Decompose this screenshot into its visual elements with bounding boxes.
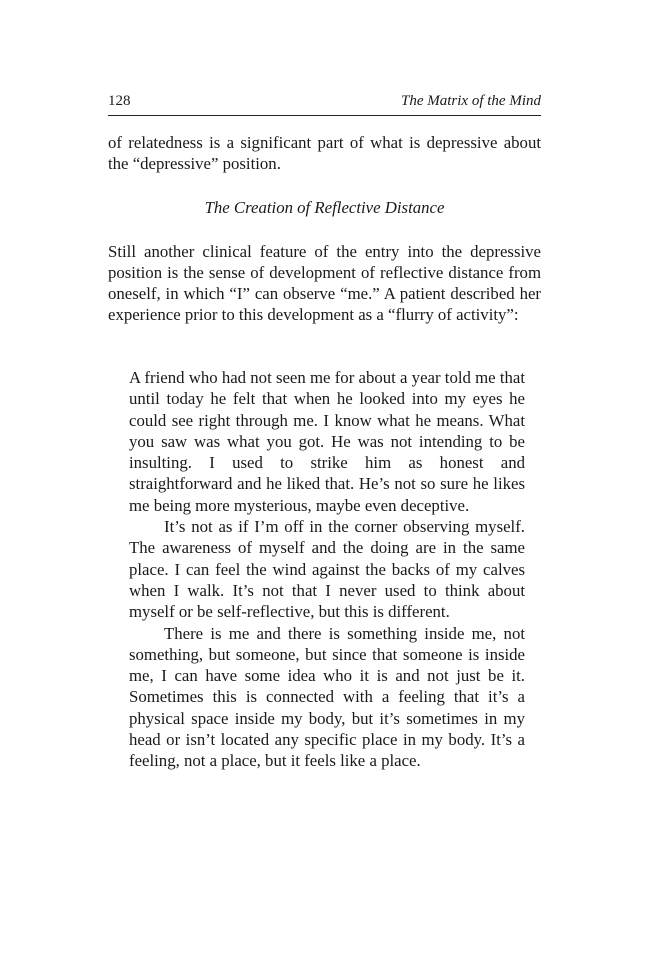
section-heading: The Creation of Reflective Distance — [204, 198, 445, 217]
running-head-title: The Matrix of the Mind — [401, 93, 541, 109]
extract-paragraph: It’s not as if I’m off in the corner observing myself. The awareness of myself and the doing are in the same place. I can feel the wind against the backs of my calves when I walk. It’s not that I never used to think about myself or be self-reflective, but this is different. — [129, 517, 525, 622]
page-number: 128 — [108, 93, 131, 109]
intro-paragraph: Still another clinical feature of the entry into the depressive position is the sense of development of reflective distance from oneself, in which “I” can observe “me.” A patient described her experience prior to this development as a “flurry of activity”: — [108, 242, 541, 324]
continued-paragraph: of relatedness is a significant part of what is depressive about the “depressive” position. — [108, 133, 541, 173]
extract-paragraph: There is me and there is something inside me, not something, but someone, but since that someone is inside me, I can have some idea who it is and not just be it. Sometimes this is connected with a feeling that it’s a physical space inside my body, but it’s sometimes in my head or isn’t located any specific place in my body. It’s a feeling, not a place, but it feels like a place. — [129, 623, 525, 771]
patient-quote-extract — [129, 367, 525, 772]
running-head — [108, 93, 541, 113]
header-rule — [108, 115, 541, 116]
extract-paragraph: A friend who had not seen me for about a year told me that until today he felt that when he looked into my eyes he could see right through me. I know what he means. What you saw was what you got. He was not intending to be insulting. I used to strike him as honest and straightforward and he liked that. He’s not so sure he likes me being more mysterious, maybe even deceptive. — [129, 368, 525, 515]
